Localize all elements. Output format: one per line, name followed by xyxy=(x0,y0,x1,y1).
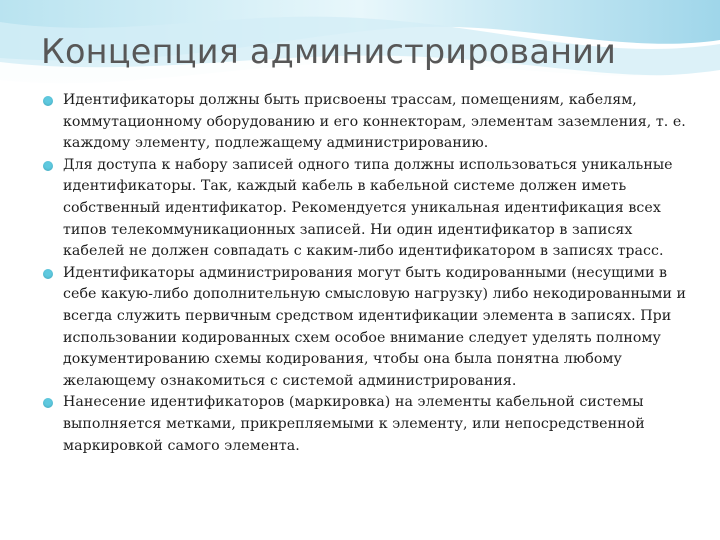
bullet-item xyxy=(42,392,692,457)
bullet-dot-icon xyxy=(43,398,53,408)
bullet-list xyxy=(42,90,692,457)
bullet-text: Нанесение идентификаторов (маркировка) на элементы кабельной системы выполняется метками, прикрепляемыми к элементу, или непосредственной маркировкой самого элемента. xyxy=(63,394,645,454)
bullet-dot-icon xyxy=(43,161,53,171)
bullet-item xyxy=(42,263,692,393)
slide-title: Концепция администрировании xyxy=(41,32,617,71)
bullet-item xyxy=(42,90,692,155)
bullet-text: Для доступа к набору записей одного типа должны использоваться уникальные идентификаторы. Так, каждый кабель в кабельной системе должен иметь собственный идентификатор. Рекомендуется уникальная идентификация всех типов телекоммуникационных записей. Ни один идентификатор в записях кабелей не должен совпадать с каким-либо идентификатором в записях трасс. xyxy=(63,156,673,260)
bullet-dot-icon xyxy=(43,269,53,279)
bullet-dot-icon xyxy=(43,96,53,106)
bullet-text: Идентификаторы должны быть присвоены трассам, помещениям, кабелям, коммутационному оборудованию и его коннекторам, элементам заземления, т. е. каждому элементу, подлежащему администрированию. xyxy=(63,92,686,152)
bullet-item xyxy=(42,155,692,263)
bullet-text: Идентификаторы администрирования могут быть кодированными (несущими в себе какую-либо дополнительную смысловую нагрузку) либо некодированными и всегда служить первичным средством идентификации элемента в записях. При использовании кодированных схем особое внимание следует уделять полному документированию схемы кодирования, чтобы она была понятна любому желающему ознакомиться с системой администрирования. xyxy=(63,264,687,389)
